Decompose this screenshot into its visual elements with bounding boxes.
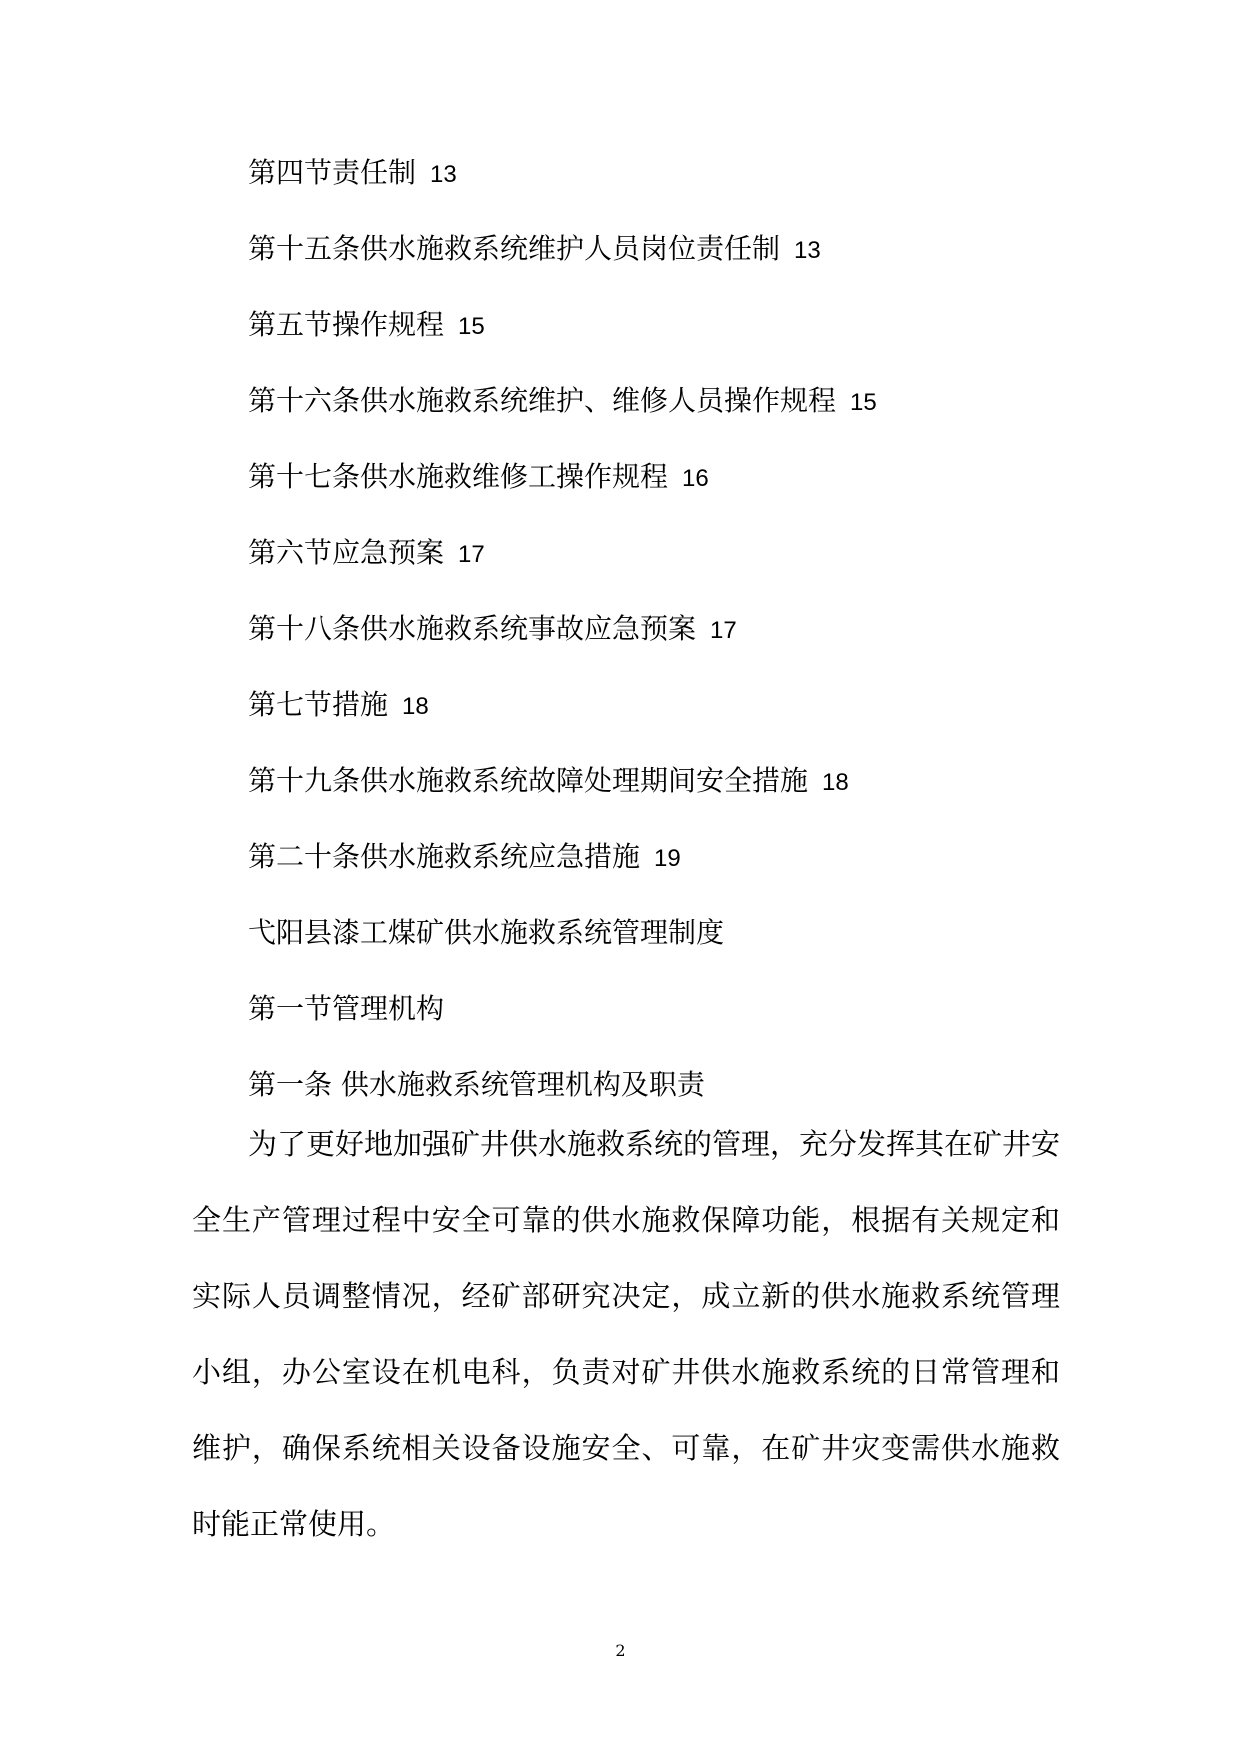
toc-entry-page: 17 <box>458 541 485 568</box>
toc-entry-title: 第十九条供水施救系统故障处理期间安全措施 <box>248 764 809 797</box>
toc-entry-page: 13 <box>430 161 457 188</box>
section-heading: 第一节管理机构 <box>248 992 445 1025</box>
toc-entry-page: 19 <box>654 845 681 872</box>
toc-entry <box>248 374 1148 450</box>
toc-entry <box>248 450 1148 526</box>
toc-entry-page: 17 <box>710 617 737 644</box>
body-paragraph: 为了更好地加强矿井供水施救系统的管理，充分发挥其在矿井安全生产管理过程中安全可靠的供水施救保障功能，根据有关规定和实际人员调整情况，经矿部研究决定，成立新的供水施救系统管理小组，办公室设在机电科，负责对矿井供水施救系统的日常管理和维护，确保系统相关设备设施安全、可靠，在矿井灾变需供水施救时能正常使用。 <box>192 1127 1061 1541</box>
toc-entry-title: 第七节措施 <box>248 688 389 721</box>
toc-entry-title: 第十五条供水施救系统维护人员岗位责任制 <box>248 232 781 265</box>
toc-entry-page: 16 <box>682 465 709 492</box>
toc-entry <box>248 830 1148 906</box>
toc-entry <box>248 678 1148 754</box>
page-number: 2 <box>615 1641 626 1660</box>
toc-entry-page: 15 <box>458 313 485 340</box>
toc-entry <box>248 754 1148 830</box>
document-title: 弋阳县漆工煤矿供水施救系统管理制度 <box>248 916 725 949</box>
toc-entry-page: 13 <box>794 237 821 264</box>
toc-entry <box>248 298 1148 374</box>
toc-entry <box>248 526 1148 602</box>
table-of-contents <box>248 146 1148 1134</box>
toc-entry-title: 第十八条供水施救系统事故应急预案 <box>248 612 697 645</box>
toc-entry <box>248 602 1148 678</box>
toc-entry <box>248 146 1148 222</box>
toc-entry-title: 第六节应急预案 <box>248 536 445 569</box>
toc-entry-title: 第十七条供水施救维修工操作规程 <box>248 460 669 493</box>
toc-entry-title: 第五节操作规程 <box>248 308 445 341</box>
toc-entry-page: 15 <box>850 389 877 416</box>
toc-entry-title: 第十六条供水施救系统维护、维修人员操作规程 <box>248 384 837 417</box>
toc-entry-title: 第四节责任制 <box>248 156 417 189</box>
toc-entry-title: 第二十条供水施救系统应急措施 <box>248 840 641 873</box>
toc-entry-page: 18 <box>822 769 849 796</box>
article-heading: 第一条 供水施救系统管理机构及职责 <box>248 1068 705 1101</box>
toc-entry-page: 18 <box>402 693 429 720</box>
toc-entry <box>248 222 1148 298</box>
